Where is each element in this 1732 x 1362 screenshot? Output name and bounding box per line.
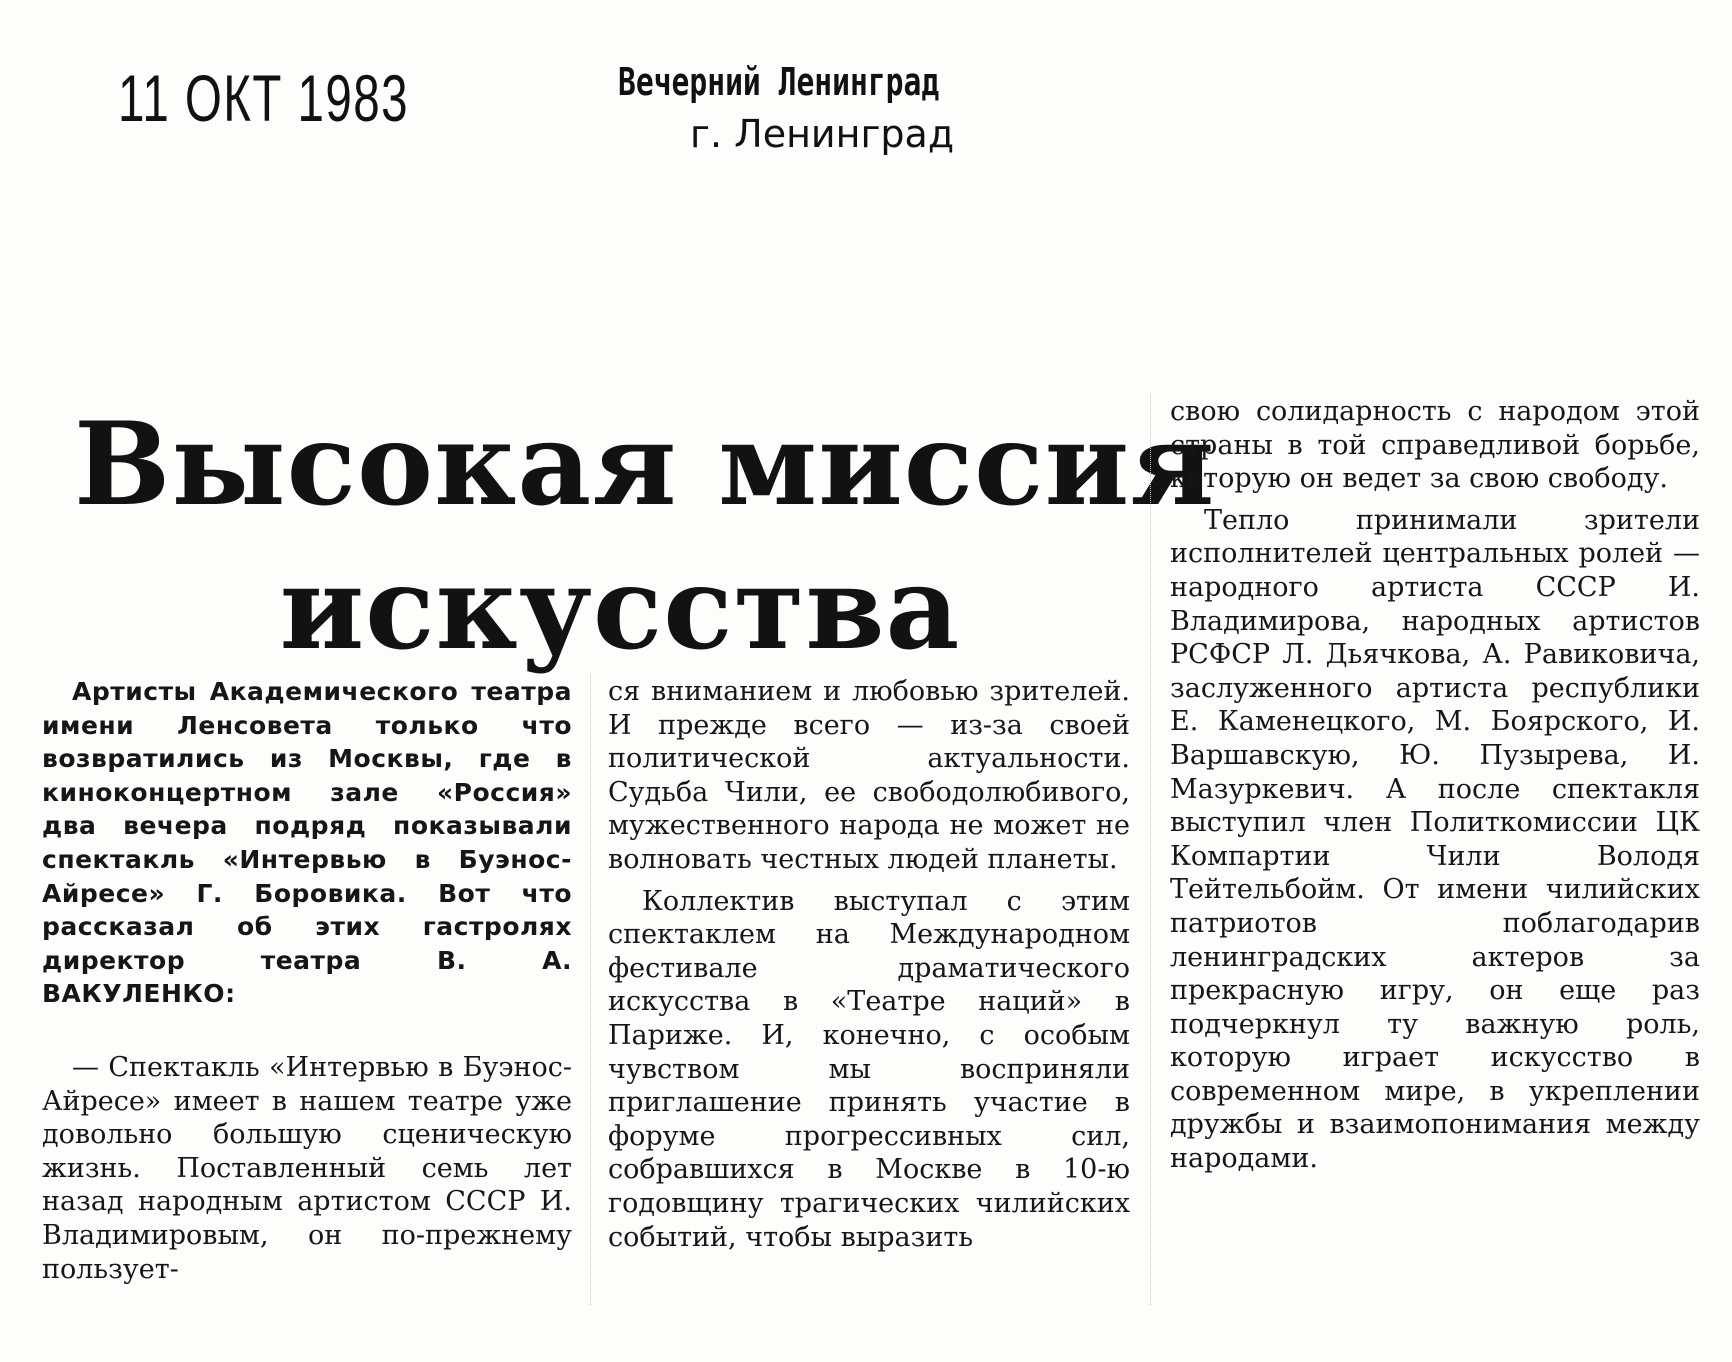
column-3: [1170, 395, 1700, 1176]
headline-line-1: Высокая миссия: [74, 397, 1216, 531]
article-lead: Артисты Академического театра имени Ленсовета только что возвратились из Москвы, где в киноконцертном зале «Россия» два вечера подряд показывали спектакль «Интервью в Буэнос-Айресе» Г. Боровика. Вот что рассказал об этих гастролях директор театра В. А. ВАКУЛЕНКО:: [42, 677, 572, 1009]
article-headline: [60, 392, 1216, 680]
newspaper-city: г. Ленинград: [690, 112, 955, 156]
column-1: [42, 675, 572, 1286]
headline-line-2: искусства: [279, 541, 961, 675]
date-stamp: 11 ОКТ 1983: [118, 61, 409, 135]
column-2: [608, 675, 1130, 1254]
article-paragraph: Тепло принимали зрители исполнителей центральных ролей — народного артиста СССР И. Владимирова, народных артистов РСФСР Л. Дьячкова, А. Равиковича, заслуженного артиста республики Е. Каменецкого, М. Боярского, И. Варшавскую, Ю. Пузырева, И. Мазуркевич. А после спектакля выступил член Политкомиссии ЦК Компартии Чили Володя Тейтельбойм. От имени чилийских патриотов поблагодарив ленинградских актеров за прекрасную игру, он еще раз подчеркнул ту важную роль, которую играет искусство в современном мире, в укреплении дружбы и взаимопонимания между народами.: [1170, 504, 1700, 1175]
column-rule: [590, 675, 591, 1305]
article-paragraph: — Спектакль «Интервью в Буэнос-Айресе» имеет в нашем театре уже довольно большую сценическую жизнь. Поставленный семь лет назад народным артистом СССР И. Владимировым, он по-прежнему пользует-: [42, 1051, 572, 1285]
column-rule: [1150, 395, 1151, 1305]
article-paragraph: Коллектив выступал с этим спектаклем на Международном фестивале драматического искусства в «Театре наций» в Париже. И, конечно, с особым чувством мы восприняли приглашение принять участие в форуме прогрессивных сил, собравшихся в Москве в 10-ю годовщину трагических чилийских событий, чтобы выразить: [608, 885, 1130, 1253]
article-paragraph: свою солидарность с народом этой страны в той справедливой борьбе, которую он ведет за свою свободу.: [1170, 396, 1700, 495]
article-paragraph: ся вниманием и любовью зрителей. И прежде всего — из-за своей политической актуальности. Судьба Чили, ее свободолюбивого, мужественного народа не может не волновать честных людей планеты.: [608, 676, 1130, 875]
newspaper-name-stamp: Вечерний Ленинград: [618, 60, 940, 104]
